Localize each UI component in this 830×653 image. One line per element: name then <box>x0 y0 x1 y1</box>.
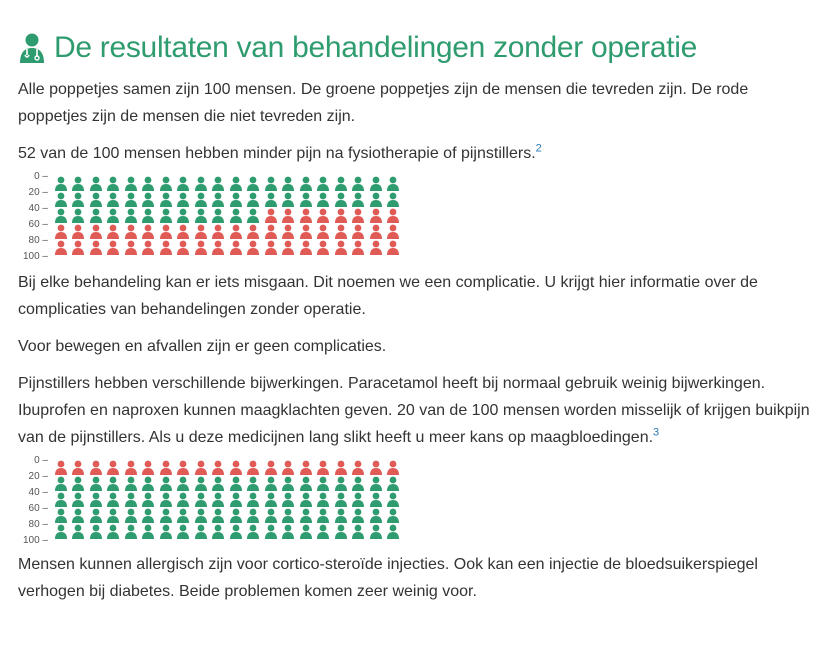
person-icon-unsatisfied <box>262 239 280 255</box>
person-icon-unsatisfied <box>280 207 298 223</box>
person-icon-satisfied <box>262 191 280 207</box>
person-icon-satisfied <box>70 175 88 191</box>
person-icon-satisfied <box>367 191 385 207</box>
axis-tick-label: 40 – <box>29 488 48 498</box>
person-icon-satisfied <box>350 491 368 507</box>
chart-axis <box>18 171 52 262</box>
person-icon-satisfied <box>210 175 228 191</box>
person-icon-satisfied <box>280 523 298 539</box>
person-icon-satisfied <box>157 507 175 523</box>
person-icon-satisfied <box>175 475 193 491</box>
person-icon-unsatisfied <box>350 207 368 223</box>
person-icon-unsatisfied <box>315 207 333 223</box>
person-icon-unsatisfied <box>262 223 280 239</box>
person-icon-satisfied <box>157 175 175 191</box>
painkillers-text: Pijnstillers hebben verschillende bijwerkingen. Paracetamol heeft bij normaal gebruik weinig bijwerkingen. Ibuprofen en naproxen kunnen maagklachten geven. 20 van de 100 mensen worden misselijk of krijgen buikpijn van de pijnstillers. Als u deze medicijnen lang slikt heeft u meer kans op maagbloedingen. <box>18 375 810 446</box>
person-icon-satisfied <box>332 191 350 207</box>
person-icon-satisfied <box>52 175 70 191</box>
person-icon-unsatisfied <box>315 239 333 255</box>
person-icon-satisfied <box>52 507 70 523</box>
person-icon-unsatisfied <box>297 459 315 475</box>
person-icon-satisfied <box>350 507 368 523</box>
person-icon-unsatisfied <box>192 239 210 255</box>
person-icon-satisfied <box>280 507 298 523</box>
person-icon-unsatisfied <box>70 459 88 475</box>
person-icon-unsatisfied <box>280 223 298 239</box>
person-icon-satisfied <box>385 175 403 191</box>
person-icon-unsatisfied <box>350 459 368 475</box>
person-icon-satisfied <box>280 475 298 491</box>
person-icon-unsatisfied <box>140 239 158 255</box>
person-icon-unsatisfied <box>297 239 315 255</box>
person-icon-satisfied <box>332 475 350 491</box>
person-icon-unsatisfied <box>297 223 315 239</box>
person-icon-satisfied <box>122 491 140 507</box>
person-icon-unsatisfied <box>245 459 263 475</box>
axis-tick-label: 100 – <box>23 536 48 546</box>
person-icon-unsatisfied <box>367 459 385 475</box>
person-icon-satisfied <box>262 491 280 507</box>
person-icon-satisfied <box>332 523 350 539</box>
person-icon-satisfied <box>367 507 385 523</box>
person-icon-satisfied <box>245 207 263 223</box>
person-icon-unsatisfied <box>367 223 385 239</box>
person-icon-satisfied <box>105 191 123 207</box>
person-icon-unsatisfied <box>52 239 70 255</box>
person-icon-satisfied <box>140 207 158 223</box>
person-icon-satisfied <box>210 475 228 491</box>
person-icon-satisfied <box>105 491 123 507</box>
person-icon-unsatisfied <box>385 223 403 239</box>
person-icon-satisfied <box>367 475 385 491</box>
person-icon-satisfied <box>140 491 158 507</box>
person-icon-satisfied <box>210 191 228 207</box>
person-icon-satisfied <box>175 191 193 207</box>
person-icon-unsatisfied <box>210 223 228 239</box>
person-icon-satisfied <box>105 475 123 491</box>
person-icon-satisfied <box>70 507 88 523</box>
people-grid <box>52 175 402 255</box>
person-icon-unsatisfied <box>122 239 140 255</box>
person-icon-unsatisfied <box>210 239 228 255</box>
person-icon-satisfied <box>87 507 105 523</box>
person-icon-unsatisfied <box>385 239 403 255</box>
person-icon-satisfied <box>227 491 245 507</box>
person-icon-unsatisfied <box>192 459 210 475</box>
person-icon-satisfied <box>105 175 123 191</box>
person-icon-satisfied <box>350 175 368 191</box>
person-icon-unsatisfied <box>157 459 175 475</box>
person-icon-unsatisfied <box>332 207 350 223</box>
person-icon-unsatisfied <box>280 459 298 475</box>
person-icon-satisfied <box>315 475 333 491</box>
axis-tick-label: 20 – <box>29 188 48 198</box>
person-icon-satisfied <box>122 523 140 539</box>
person-icon-unsatisfied <box>227 459 245 475</box>
person-icon-unsatisfied <box>70 223 88 239</box>
reference-link-2[interactable]: 2 <box>535 142 542 155</box>
axis-tick-label: 20 – <box>29 472 48 482</box>
person-icon-unsatisfied <box>350 223 368 239</box>
intro-paragraph: Alle poppetjes samen zijn 100 mensen. De groene poppetjes zijn de mensen die tevreden zijn. De rode poppetjes zijn de mensen die niet tevreden zijn. <box>18 81 749 125</box>
person-icon-satisfied <box>367 175 385 191</box>
page-title: De resultaten van behandelingen zonder operatie <box>54 31 698 64</box>
person-icon-satisfied <box>385 507 403 523</box>
person-icon-satisfied <box>315 175 333 191</box>
axis-tick-label: 100 – <box>23 252 48 262</box>
person-icon-satisfied <box>245 475 263 491</box>
person-icon-unsatisfied <box>87 459 105 475</box>
person-icon-satisfied <box>70 207 88 223</box>
person-icon-satisfied <box>140 475 158 491</box>
person-icon-unsatisfied <box>245 239 263 255</box>
person-icon-unsatisfied <box>175 223 193 239</box>
person-icon-satisfied <box>385 491 403 507</box>
person-icon-unsatisfied <box>367 239 385 255</box>
person-icon-unsatisfied <box>105 223 123 239</box>
person-icon-unsatisfied <box>175 459 193 475</box>
person-icon-satisfied <box>297 491 315 507</box>
person-icon-satisfied <box>52 523 70 539</box>
person-icon-satisfied <box>175 491 193 507</box>
person-icon-satisfied <box>315 523 333 539</box>
person-icon-satisfied <box>70 523 88 539</box>
person-icon-satisfied <box>280 191 298 207</box>
person-icon-satisfied <box>210 207 228 223</box>
person-icon-satisfied <box>227 175 245 191</box>
person-icon-satisfied <box>227 191 245 207</box>
person-icon-satisfied <box>192 475 210 491</box>
person-icon-unsatisfied <box>192 223 210 239</box>
doctor-icon <box>18 32 46 64</box>
person-icon-satisfied <box>87 523 105 539</box>
reference-link-3[interactable]: 3 <box>653 426 660 439</box>
person-icon-satisfied <box>385 475 403 491</box>
person-icon-unsatisfied <box>385 207 403 223</box>
person-icon-unsatisfied <box>140 459 158 475</box>
person-icon-unsatisfied <box>315 223 333 239</box>
person-icon-satisfied <box>227 507 245 523</box>
person-icon-satisfied <box>157 207 175 223</box>
person-icon-satisfied <box>332 507 350 523</box>
person-icon-satisfied <box>245 175 263 191</box>
person-icon-unsatisfied <box>175 239 193 255</box>
person-icon-unsatisfied <box>262 207 280 223</box>
person-icon-satisfied <box>245 191 263 207</box>
person-icon-unsatisfied <box>332 239 350 255</box>
person-icon-satisfied <box>350 523 368 539</box>
axis-tick-label: 60 – <box>29 220 48 230</box>
person-icon-satisfied <box>315 491 333 507</box>
person-icon-satisfied <box>52 207 70 223</box>
person-icon-satisfied <box>297 175 315 191</box>
axis-tick-label: 40 – <box>29 204 48 214</box>
person-icon-satisfied <box>105 523 123 539</box>
person-icon-satisfied <box>70 491 88 507</box>
person-icon-satisfied <box>122 191 140 207</box>
person-icon-satisfied <box>192 523 210 539</box>
person-icon-satisfied <box>87 207 105 223</box>
result-text: 52 van de 100 mensen hebben minder pijn na fysiotherapie of pijnstillers. <box>18 145 536 162</box>
person-icon-unsatisfied <box>332 223 350 239</box>
person-icon-satisfied <box>175 207 193 223</box>
person-icon-satisfied <box>315 507 333 523</box>
person-icon-satisfied <box>227 523 245 539</box>
person-icon-unsatisfied <box>105 459 123 475</box>
axis-tick-label: 80 – <box>29 520 48 530</box>
complication-paragraph: Bij elke behandeling kan er iets misgaan. Dit noemen we een complicatie. U krijgt hier informatie over de complicaties van behandelingen zonder operatie. <box>18 274 758 318</box>
person-icon-satisfied <box>332 491 350 507</box>
person-icon-satisfied <box>210 491 228 507</box>
person-icon-unsatisfied <box>157 223 175 239</box>
person-icon-satisfied <box>140 191 158 207</box>
person-icon-unsatisfied <box>315 459 333 475</box>
person-icon-satisfied <box>227 475 245 491</box>
person-icon-satisfied <box>157 191 175 207</box>
person-icon-satisfied <box>332 175 350 191</box>
icon-array-chart-2 <box>18 455 818 546</box>
person-icon-satisfied <box>140 175 158 191</box>
person-icon-satisfied <box>105 207 123 223</box>
person-icon-satisfied <box>87 475 105 491</box>
person-icon-satisfied <box>210 523 228 539</box>
person-icon-satisfied <box>350 475 368 491</box>
person-icon-satisfied <box>245 523 263 539</box>
person-icon-satisfied <box>122 175 140 191</box>
header <box>18 26 818 70</box>
person-icon-satisfied <box>175 523 193 539</box>
person-icon-unsatisfied <box>210 459 228 475</box>
person-icon-unsatisfied <box>52 459 70 475</box>
person-icon-satisfied <box>192 207 210 223</box>
axis-tick-label: 0 – <box>34 172 48 182</box>
person-icon-satisfied <box>52 491 70 507</box>
person-icon-satisfied <box>157 475 175 491</box>
person-icon-satisfied <box>350 191 368 207</box>
person-icon-unsatisfied <box>332 459 350 475</box>
person-icon-satisfied <box>280 175 298 191</box>
person-icon-satisfied <box>87 191 105 207</box>
person-icon-satisfied <box>367 523 385 539</box>
person-icon-satisfied <box>367 491 385 507</box>
person-icon-satisfied <box>70 191 88 207</box>
person-icon-satisfied <box>297 191 315 207</box>
content <box>18 0 818 605</box>
person-icon-satisfied <box>262 523 280 539</box>
painkillers-paragraph <box>18 370 818 451</box>
person-icon-unsatisfied <box>385 459 403 475</box>
person-icon-satisfied <box>140 507 158 523</box>
person-icon-satisfied <box>262 175 280 191</box>
person-icon-satisfied <box>245 491 263 507</box>
person-icon-unsatisfied <box>52 223 70 239</box>
person-icon-satisfied <box>157 491 175 507</box>
axis-tick-label: 80 – <box>29 236 48 246</box>
axis-tick-label: 0 – <box>34 456 48 466</box>
axis-tick-label: 60 – <box>29 504 48 514</box>
person-icon-satisfied <box>192 491 210 507</box>
person-icon-satisfied <box>192 507 210 523</box>
person-icon-unsatisfied <box>227 223 245 239</box>
person-icon-satisfied <box>262 475 280 491</box>
person-icon-unsatisfied <box>367 207 385 223</box>
person-icon-satisfied <box>122 475 140 491</box>
person-icon-satisfied <box>105 507 123 523</box>
person-icon-unsatisfied <box>87 223 105 239</box>
person-icon-satisfied <box>175 507 193 523</box>
person-icon-unsatisfied <box>122 459 140 475</box>
person-icon-satisfied <box>262 507 280 523</box>
person-icon-satisfied <box>87 491 105 507</box>
person-icon-satisfied <box>52 475 70 491</box>
person-icon-unsatisfied <box>122 223 140 239</box>
person-icon-satisfied <box>297 523 315 539</box>
person-icon-satisfied <box>192 175 210 191</box>
person-icon-satisfied <box>122 507 140 523</box>
result-paragraph <box>18 140 818 167</box>
person-icon-satisfied <box>210 507 228 523</box>
person-icon-satisfied <box>122 207 140 223</box>
people-grid <box>52 459 402 539</box>
person-icon-satisfied <box>245 507 263 523</box>
person-icon-satisfied <box>140 523 158 539</box>
person-icon-satisfied <box>315 191 333 207</box>
person-icon-unsatisfied <box>297 207 315 223</box>
person-icon-satisfied <box>297 507 315 523</box>
person-icon-unsatisfied <box>262 459 280 475</box>
person-icon-satisfied <box>192 191 210 207</box>
person-icon-unsatisfied <box>87 239 105 255</box>
allergy-paragraph: Mensen kunnen allergisch zijn voor cortico-steroïde injecties. Ook kan een injectie de bloedsuikerspiegel verhogen bij diabetes. Beide problemen komen zeer weinig voor. <box>18 556 758 600</box>
person-icon-unsatisfied <box>140 223 158 239</box>
person-icon-satisfied <box>297 475 315 491</box>
person-icon-unsatisfied <box>157 239 175 255</box>
chart-axis <box>18 455 52 546</box>
person-icon-satisfied <box>87 175 105 191</box>
person-icon-unsatisfied <box>280 239 298 255</box>
person-icon-unsatisfied <box>105 239 123 255</box>
person-icon-unsatisfied <box>227 239 245 255</box>
person-icon-satisfied <box>157 523 175 539</box>
person-icon-satisfied <box>227 207 245 223</box>
person-icon-satisfied <box>52 191 70 207</box>
person-icon-unsatisfied <box>350 239 368 255</box>
person-icon-satisfied <box>385 523 403 539</box>
person-icon-satisfied <box>385 191 403 207</box>
movement-paragraph: Voor bewegen en afvallen zijn er geen complicaties. <box>18 338 387 355</box>
person-icon-satisfied <box>70 475 88 491</box>
person-icon-unsatisfied <box>245 223 263 239</box>
icon-array-chart-1 <box>18 171 818 262</box>
person-icon-satisfied <box>175 175 193 191</box>
person-icon-unsatisfied <box>70 239 88 255</box>
person-icon-satisfied <box>280 491 298 507</box>
